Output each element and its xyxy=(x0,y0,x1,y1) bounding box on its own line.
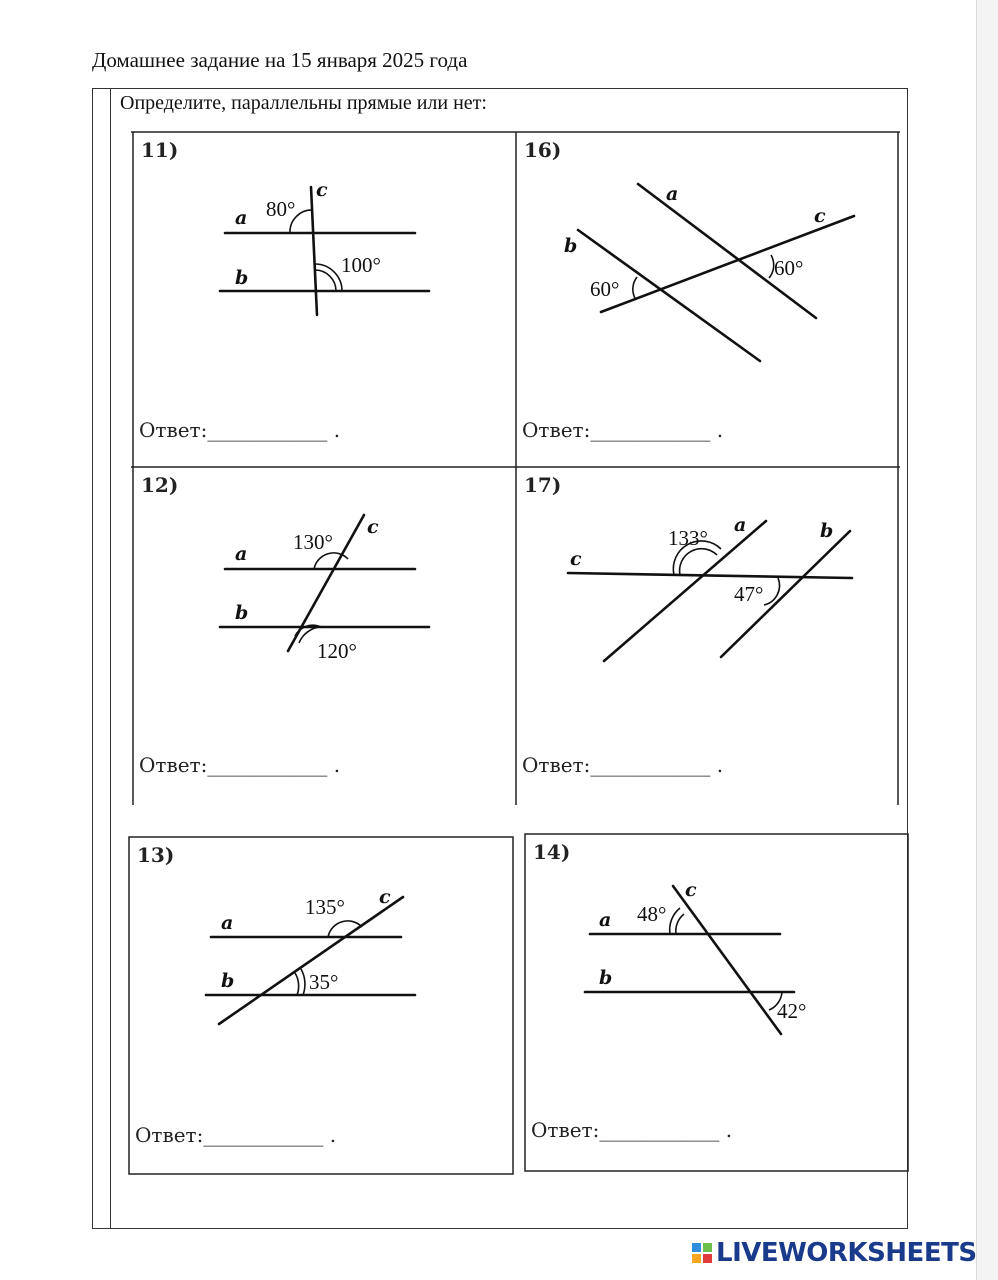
angle-label: 48° xyxy=(637,902,667,926)
line-label-a: a xyxy=(599,909,612,931)
angle-label: 60° xyxy=(590,277,620,301)
problem-number: 17) xyxy=(524,473,562,497)
problem-number: 11) xyxy=(141,138,179,162)
problem-number: 16) xyxy=(524,138,562,162)
line-label-a: a xyxy=(666,183,679,205)
line-label-b: b xyxy=(235,267,249,289)
angle-label: 80° xyxy=(266,197,296,221)
answer-field[interactable]: Ответ:____________ . xyxy=(139,418,341,442)
line-label-a: a xyxy=(734,514,747,536)
angle-label: 100° xyxy=(341,253,381,277)
angle-label: 120° xyxy=(317,639,357,663)
line-label-a: a xyxy=(235,207,248,229)
page-title: Домашнее задание на 15 января 2025 года xyxy=(92,48,468,72)
liveworksheets-logo-icon xyxy=(692,1243,712,1263)
angle-label: 47° xyxy=(734,582,764,606)
logo-text: LIVEWORKSHEETS xyxy=(716,1238,977,1268)
liveworksheets-logo[interactable] xyxy=(692,1238,977,1268)
problem-number: 12) xyxy=(141,473,179,497)
angle-label: 135° xyxy=(305,895,345,919)
problem-14 xyxy=(525,834,908,1171)
line-label-a: a xyxy=(221,912,234,934)
line-label-b: b xyxy=(599,967,613,989)
answer-field[interactable]: Ответ:____________ . xyxy=(135,1123,337,1147)
line-label-c: c xyxy=(814,205,826,227)
line-label-c: c xyxy=(685,879,697,901)
problem-number: 13) xyxy=(137,843,175,867)
answer-field[interactable]: Ответ:____________ . xyxy=(522,418,724,442)
line-label-c: c xyxy=(570,548,582,570)
problem-11-diagram xyxy=(133,132,516,467)
line-label-c: c xyxy=(379,886,391,908)
answer-field[interactable]: Ответ:____________ . xyxy=(531,1118,733,1142)
line-label-c: c xyxy=(316,179,328,201)
instruction-text: Определите, параллельны прямые или нет: xyxy=(120,92,487,114)
problem-13 xyxy=(129,837,513,1174)
line-label-b: b xyxy=(235,602,249,624)
line-label-b: b xyxy=(221,970,235,992)
problem-16 xyxy=(516,132,898,467)
problem-number: 14) xyxy=(533,840,571,864)
line-label-a: a xyxy=(235,543,248,565)
problem-12 xyxy=(133,467,516,805)
problem-17 xyxy=(516,467,898,805)
angle-label: 130° xyxy=(293,530,333,554)
angle-label: 133° xyxy=(668,526,708,550)
line-label-c: c xyxy=(367,516,379,538)
angle-label: 60° xyxy=(774,256,804,280)
line-label-b: b xyxy=(564,235,578,257)
answer-field[interactable]: Ответ:____________ . xyxy=(139,753,341,777)
answer-field[interactable]: Ответ:____________ . xyxy=(522,753,724,777)
angle-label: 42° xyxy=(777,999,807,1023)
line-label-b: b xyxy=(820,520,834,542)
problem-11 xyxy=(133,132,516,467)
angle-label: 35° xyxy=(309,970,339,994)
problem-16-diagram xyxy=(516,132,898,467)
